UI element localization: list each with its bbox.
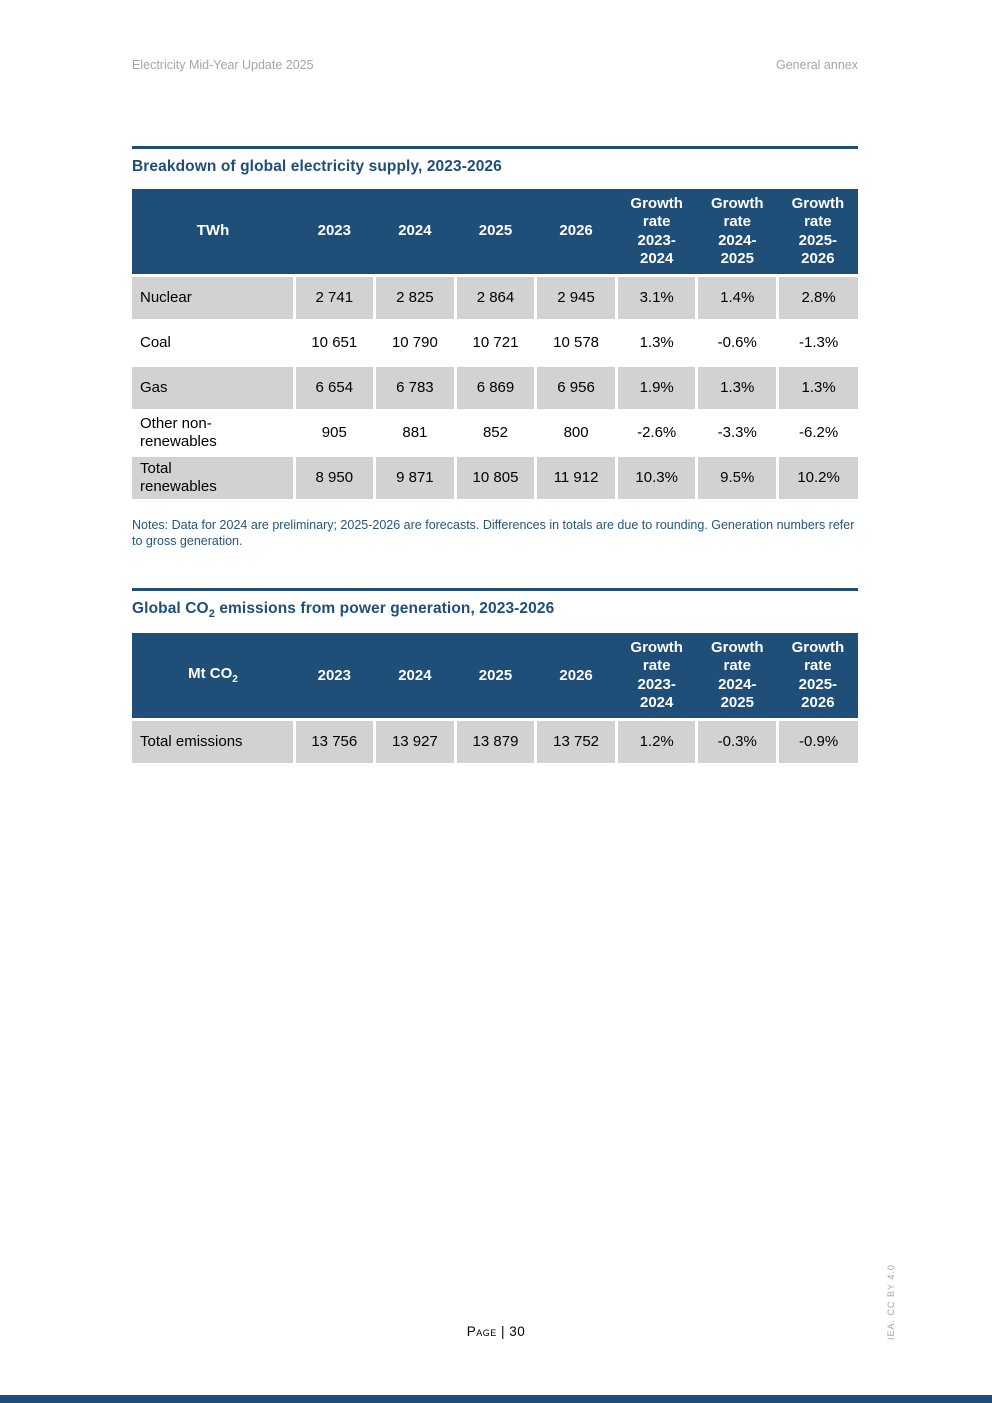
table-cell: 6 956 — [536, 366, 617, 411]
table-cell: 1.2% — [616, 720, 697, 764]
supply-table — [132, 189, 858, 499]
column-header: Growth rate 2025-2026 — [778, 189, 859, 276]
row-label: Coal — [132, 321, 294, 366]
row-label: Nuclear — [132, 276, 294, 321]
table-cell: 1.9% — [616, 366, 697, 411]
table-cell: -3.3% — [697, 411, 778, 456]
page-bottom-bar — [0, 1395, 992, 1403]
table-cell: -0.6% — [697, 321, 778, 366]
table-cell: 2 741 — [294, 276, 375, 321]
column-header: 2025 — [455, 633, 536, 720]
table-cell: 2.8% — [778, 276, 859, 321]
table-cell: 13 927 — [375, 720, 456, 764]
table-row-total-emissions — [132, 720, 858, 764]
table-cell: 10 805 — [455, 456, 536, 500]
table-cell: 1.3% — [616, 321, 697, 366]
table-cell: 9.5% — [697, 456, 778, 500]
table-cell: 2 825 — [375, 276, 456, 321]
page-number: Page | 30 — [466, 1324, 526, 1339]
table-cell: 6 869 — [455, 366, 536, 411]
table-cell: 3.1% — [616, 276, 697, 321]
unit-header: Mt $CO_2$ — [132, 633, 294, 720]
table-cell: 1.3% — [778, 366, 859, 411]
table-cell: 13 752 — [536, 720, 617, 764]
running-header-right: General annex — [775, 58, 858, 72]
table-cell: -6.2% — [778, 411, 859, 456]
licence-vertical-note: IEA. CC BY 4.0 — [886, 1264, 896, 1340]
table-cell: 10 651 — [294, 321, 375, 366]
table-cell: 9 871 — [375, 456, 456, 500]
table-cell: 852 — [455, 411, 536, 456]
table-cell: 1.4% — [697, 276, 778, 321]
section-rule — [132, 588, 858, 591]
table-row-coal — [132, 321, 858, 366]
column-header: Growth rate 2025-2026 — [778, 633, 859, 720]
table-cell: 13 879 — [455, 720, 536, 764]
table-cell: 2 864 — [455, 276, 536, 321]
table-row-other-non-renewables — [132, 411, 858, 456]
column-header: 2024 — [375, 633, 456, 720]
row-label: Other non-renewables — [132, 411, 294, 456]
table-notes: Notes: Data for 2024 are preliminary; 2025-2026 are forecasts. Differences in totals are due to rounding. Generation numbers refer to gross generation. — [132, 518, 855, 549]
table-cell: 11 912 — [536, 456, 617, 500]
row-label: Total renewables — [132, 456, 294, 500]
table-cell: -0.3% — [697, 720, 778, 764]
table-row-gas — [132, 366, 858, 411]
table-cell: -1.3% — [778, 321, 859, 366]
table-cell: 800 — [536, 411, 617, 456]
table-cell: 6 783 — [375, 366, 456, 411]
row-label: Total emissions — [132, 720, 294, 764]
table-row-nuclear — [132, 276, 858, 321]
column-header: 2026 — [536, 633, 617, 720]
table-cell: 6 654 — [294, 366, 375, 411]
column-header: Growth rate 2023-2024 — [616, 633, 697, 720]
row-label: Gas — [132, 366, 294, 411]
supply-section — [132, 146, 858, 550]
column-header: 2023 — [294, 189, 375, 276]
emissions-table-header-row — [132, 633, 858, 720]
unit-header: TWh — [132, 189, 294, 276]
table-cell: 8 950 — [294, 456, 375, 500]
column-header: 2023 — [294, 633, 375, 720]
table-cell: 905 — [294, 411, 375, 456]
table-cell: 10 578 — [536, 321, 617, 366]
emissions-section — [132, 588, 858, 763]
table-cell: 881 — [375, 411, 456, 456]
column-header: Growth rate 2024-2025 — [697, 189, 778, 276]
table-cell: -2.6% — [616, 411, 697, 456]
supply-table-title: Breakdown of global electricity supply, 2023-2026 — [132, 158, 502, 175]
emissions-table-title: Global $CO_2$ emissions from power generation, 2023-2026 — [132, 600, 555, 621]
emissions-table — [132, 633, 858, 763]
section-rule — [132, 146, 858, 149]
table-cell: 1.3% — [697, 366, 778, 411]
running-header — [132, 58, 858, 72]
table-cell: 10 721 — [455, 321, 536, 366]
column-header: 2026 — [536, 189, 617, 276]
supply-table-header-row — [132, 189, 858, 276]
column-header: Growth rate 2023-2024 — [616, 189, 697, 276]
column-header: 2025 — [455, 189, 536, 276]
table-row-total-renewables — [132, 456, 858, 500]
column-header: Growth rate 2024-2025 — [697, 633, 778, 720]
table-cell: 10 790 — [375, 321, 456, 366]
table-cell: 13 756 — [294, 720, 375, 764]
table-cell: 2 945 — [536, 276, 617, 321]
running-header-left: Electricity Mid-Year Update 2025 — [132, 58, 314, 72]
table-cell: 10.2% — [778, 456, 859, 500]
column-header: 2024 — [375, 189, 456, 276]
table-cell: 10.3% — [616, 456, 697, 500]
table-cell: -0.9% — [778, 720, 859, 764]
